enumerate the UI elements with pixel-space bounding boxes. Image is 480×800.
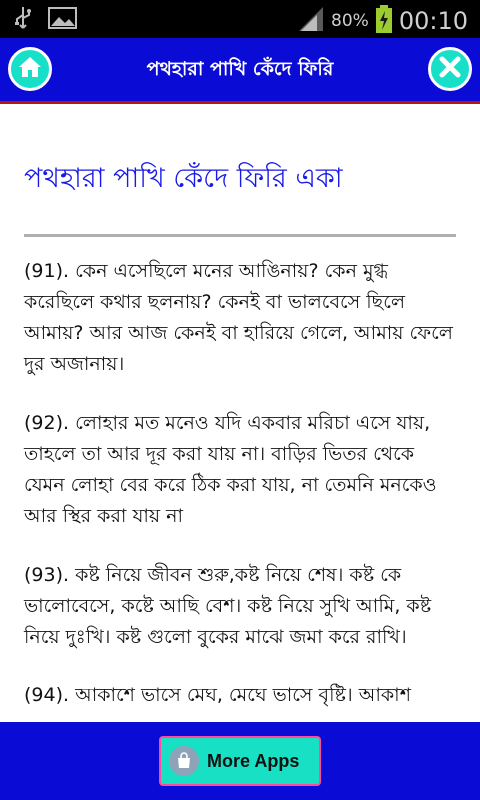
usb-icon bbox=[14, 6, 32, 34]
close-icon bbox=[438, 55, 462, 83]
home-button[interactable] bbox=[8, 47, 52, 91]
status-bar bbox=[0, 0, 480, 38]
footer-bar bbox=[0, 722, 480, 800]
paragraph: (92). লোহার মত মনেও যদি একবার মরিচা এসে যায়, তাহলে তা আর দূর করা যায় না। বাড়ির ভিতর থেকে যেমন লোহা বের করে ঠিক করা যায়, না তেমনি মনকেও আর স্থির করা যায় না bbox=[24, 412, 437, 527]
image-icon bbox=[48, 6, 78, 34]
battery-percent: 80% bbox=[331, 11, 369, 31]
more-apps-button[interactable] bbox=[159, 736, 321, 786]
paragraph: (93). কষ্ট নিয়ে জীবন শুরু,কষ্ট নিয়ে শেষ। কষ্ট কে ভালোবেসে, কষ্টে আছি বেশ। কষ্ট নিয়ে সুখি আমি, কষ্ট নিয়ে দুঃখি। কষ্ট গুলো বুকের মাঝে জমা করে রাখি। bbox=[24, 564, 432, 648]
paragraph: (94). আকাশে ভাসে মেঘ, মেঘে ভাসে বৃষ্টি। আকাশ bbox=[24, 684, 411, 706]
more-apps-label: More Apps bbox=[207, 750, 300, 771]
clock: 00:10 bbox=[398, 7, 468, 35]
signal-icon bbox=[297, 5, 325, 37]
close-button[interactable] bbox=[428, 47, 472, 91]
battery-charging-icon bbox=[375, 4, 393, 38]
shopping-bag-icon bbox=[169, 746, 199, 776]
header-title: পথহারা পাখি কেঁদে ফিরি bbox=[146, 58, 334, 80]
paragraph: (91). কেন এসেছিলে মনের আঙিনায়? কেন মুগ্ধ করেছিলে কথার ছলনায়? কেনই বা ভালবেসে ছিলে আমায়? আর আজ কেনই বা হারিয়ে গেলে, আমায় ফেলে দুর অজানায়। bbox=[24, 260, 453, 375]
divider bbox=[24, 234, 456, 237]
page-title: পথহারা পাখি কেঁদে ফিরি একা bbox=[24, 163, 343, 194]
home-icon bbox=[17, 54, 43, 84]
app-header bbox=[0, 38, 480, 104]
content-area[interactable] bbox=[0, 104, 480, 722]
